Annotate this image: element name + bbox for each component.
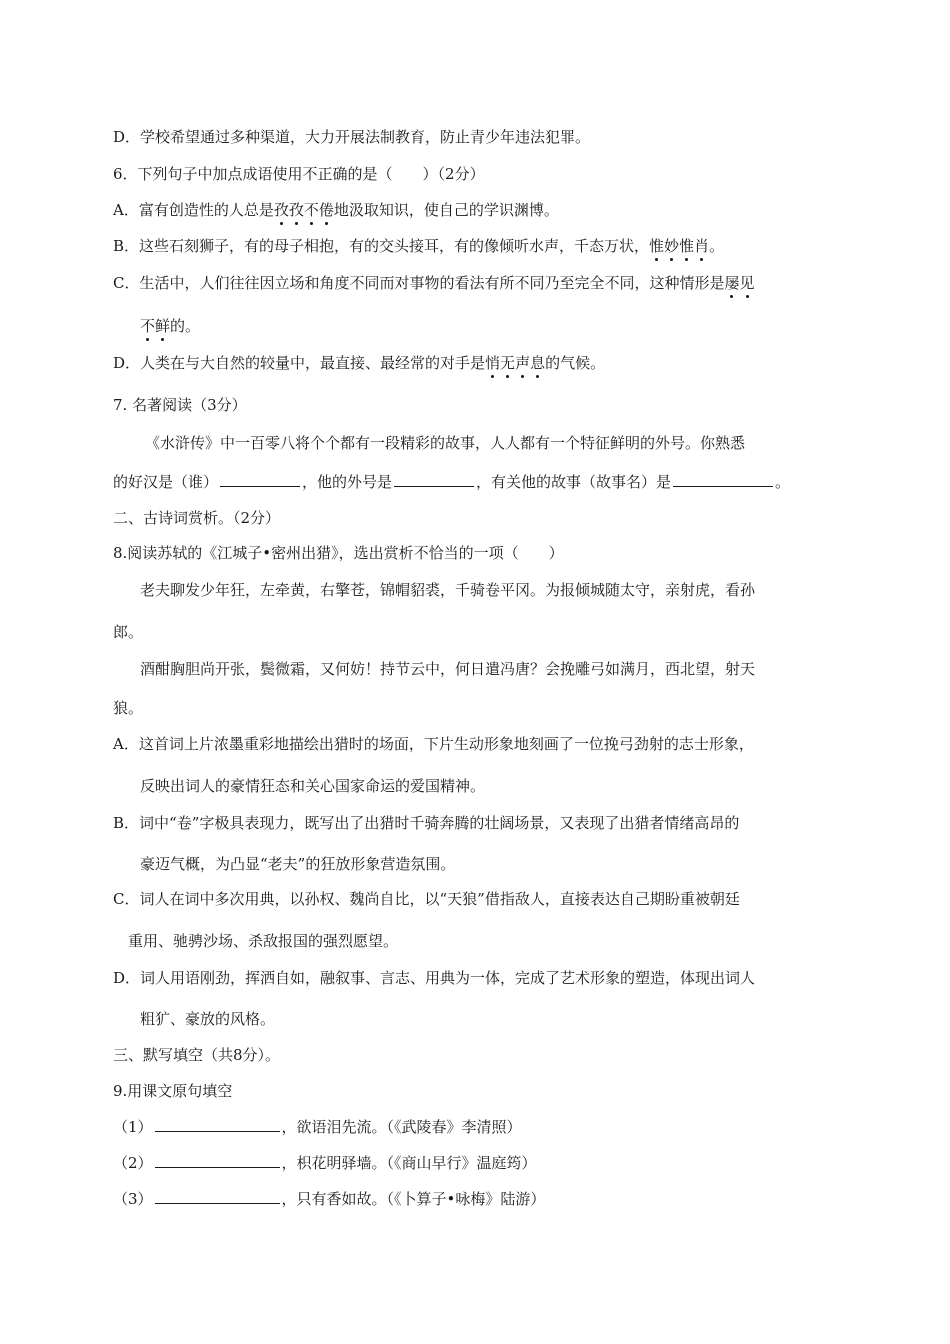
q8-stem: 8.阅读苏轼的《江城子•密州出猎》，选出赏析不恰当的一项（ ） — [113, 544, 564, 562]
q9-item-text: ，枳花明驿墙。（《商山早行》温庭筠） — [281, 1154, 537, 1172]
q6-option-a — [113, 200, 559, 220]
answer-blank[interactable] — [155, 1152, 280, 1168]
poem-line-4: 狼。 — [113, 699, 144, 717]
q8-option-b-line2: 豪迈气概，为凸显“老夫”的狂放形象营造氛围。 — [140, 855, 456, 873]
q8-option-c-line1: C．词人在词中多次用典，以孙权、魏尚自比，以“天狼”借指敌人，直接表达自己期盼重被朝廷 — [113, 890, 740, 908]
dotted-char: 惟 — [649, 237, 665, 255]
q5-option-d: D．学校希望通过多种渠道，大力开展法制教育，防止青少年违法犯罪。 — [113, 128, 591, 146]
q6-c-post: 的。 — [170, 317, 201, 335]
q8-option-c-line2: 重用、驰骋沙场、杀敌报国的强烈愿望。 — [128, 932, 399, 950]
q9-item-number: （2） — [113, 1154, 153, 1172]
answer-blank-hero[interactable] — [220, 471, 300, 487]
answer-blank-nickname[interactable] — [394, 471, 474, 487]
section2-heading: 二、古诗词赏析。（2分） — [113, 509, 281, 527]
poem-line-1: 老夫聊发少年狂，左牵黄，右擎苍，锦帽貂裘，千骑卷平冈。为报倾城随太守，亲射虎，看孙 — [140, 581, 756, 599]
q7-part2: ，他的外号是 — [302, 473, 393, 491]
q7-part1: 的好汉是（谁） — [113, 473, 219, 491]
q7-part4: 。 — [775, 473, 791, 491]
dotted-char: 无 — [500, 354, 516, 372]
dotted-char: 见 — [739, 274, 755, 292]
poem-line-2: 郎。 — [113, 623, 144, 641]
q9-item-2 — [113, 1152, 537, 1173]
q6-b-post: 。 — [709, 237, 725, 255]
q6-option-b — [113, 236, 724, 256]
q9-item-text: ，欲语泪先流。（《武陵春》李清照） — [281, 1118, 522, 1136]
q9-stem: 9.用课文原句填空 — [113, 1082, 233, 1100]
q7-text-line2 — [113, 471, 790, 492]
dotted-char: 悄 — [485, 354, 501, 372]
dotted-char: 不 — [303, 201, 319, 219]
dotted-char: 惟 — [679, 237, 695, 255]
q8-option-d-line1: D．词人用语刚劲，挥洒自如，融叙事、言志、用典为一体，完成了艺术形象的塑造，体现出词人 — [113, 969, 756, 987]
dotted-char: 孜 — [288, 201, 304, 219]
q8-option-b-line1: B．词中“卷”字极具表现力，既写出了出猎时千骑奔腾的壮阔场景，又表现了出猎者情绪高昂的 — [113, 814, 740, 832]
dotted-char: 孜 — [273, 201, 289, 219]
q6-b-pre: B．这些石刻狮子，有的母子相抱，有的交头接耳，有的像倾听水声，千态万状， — [113, 237, 650, 255]
q9-item-3 — [113, 1188, 545, 1209]
answer-blank[interactable] — [155, 1188, 280, 1204]
q6-c-pre: C．生活中，人们往往因立场和角度不同而对事物的看法有所不同乃至完全不同，这种情形是 — [113, 274, 725, 292]
dotted-char: 息 — [530, 354, 546, 372]
section3-heading: 三、默写填空（共8分）。 — [113, 1046, 281, 1064]
q8-option-a-line2: 反映出词人的豪情狂态和关心国家命运的爱国精神。 — [140, 777, 486, 795]
q9-item-number: （1） — [113, 1118, 153, 1136]
q8-option-a-line1: A．这首词上片浓墨重彩地描绘出猎时的场面，下片生动形象地刻画了一位挽弓劲射的志士形象， — [113, 735, 754, 753]
q6-a-pre: A．富有创造性的人总是 — [113, 201, 274, 219]
q6-option-d — [113, 353, 605, 373]
answer-blank-story[interactable] — [673, 471, 773, 487]
q6-d-post: 的气候。 — [545, 354, 606, 372]
q6-a-post: 地汲取知识，使自己的学识渊博。 — [333, 201, 559, 219]
dotted-char: 肖 — [694, 237, 710, 255]
answer-blank[interactable] — [155, 1116, 280, 1132]
q9-item-1 — [113, 1116, 522, 1137]
q9-item-number: （3） — [113, 1190, 153, 1208]
dotted-char: 鲜 — [155, 317, 171, 335]
q7-text-line1: 《水浒传》中一百零八将个个都有一段精彩的故事，人人都有一个特征鲜明的外号。你熟悉 — [145, 434, 746, 452]
q8-option-d-line2: 粗犷、豪放的风格。 — [140, 1010, 276, 1028]
q6-d-pre: D．人类在与大自然的较量中，最直接、最经常的对手是 — [113, 354, 486, 372]
q9-item-text: ，只有香如故。（《卜算子•咏梅》陆游） — [281, 1190, 546, 1208]
q7-part3: ，有关他的故事（故事名）是 — [476, 473, 672, 491]
dotted-char: 倦 — [318, 201, 334, 219]
dotted-char: 声 — [515, 354, 531, 372]
q6-stem: 6．下列句子中加点成语使用不正确的是（ ）（2分） — [113, 165, 485, 183]
q6-option-c-line2 — [140, 316, 200, 336]
q6-option-c-line1 — [113, 273, 755, 293]
poem-line-3: 酒酣胸胆尚开张，鬓微霜，又何妨！持节云中，何日遣冯唐？会挽雕弓如满月，西北望，射天 — [140, 660, 756, 678]
dotted-char: 屡 — [724, 274, 740, 292]
dotted-char: 不 — [140, 317, 156, 335]
dotted-char: 妙 — [664, 237, 680, 255]
q7-heading: 7. 名著阅读（3分） — [113, 396, 247, 414]
